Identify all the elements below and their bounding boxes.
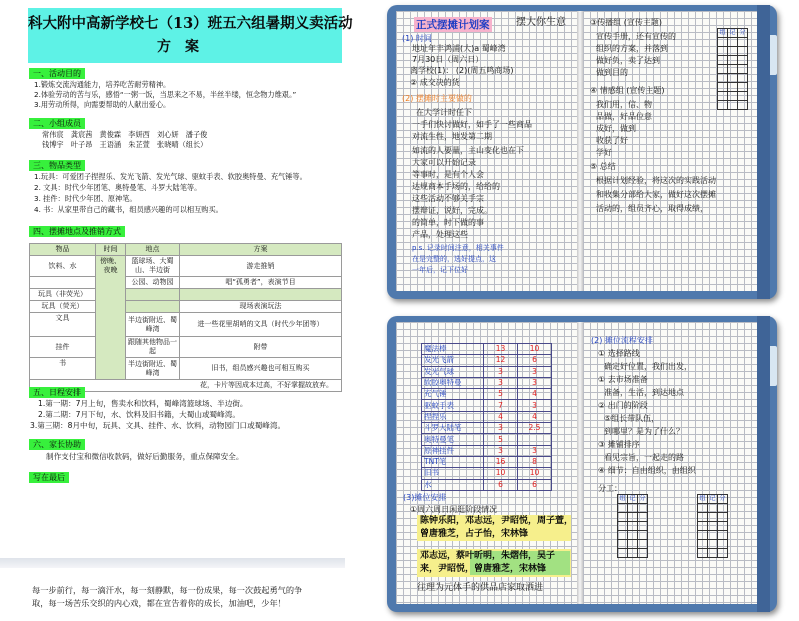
table-cell: 附带 bbox=[180, 337, 342, 358]
hw-line: 地址年丰鸿浦(大)a 蜀峰湾 bbox=[412, 44, 506, 53]
item-type-line: 4. 书：从家里带自己的藏书，组员感兴趣的可以相互购买。 bbox=[34, 205, 223, 214]
section-heading-purpose: 一、活动目的 bbox=[29, 68, 85, 79]
hw-line: p.s. 记录时间注意，相关事件 bbox=[412, 244, 504, 252]
table-row bbox=[422, 479, 552, 490]
table-cell: 充气锤 bbox=[422, 389, 484, 400]
table-cell: 10 bbox=[518, 344, 552, 355]
table-cell: 发光气球 bbox=[422, 366, 484, 377]
table-row bbox=[422, 445, 552, 456]
title-line-1: 科大附中高新学校七（13）班五六组暑期义卖活动 bbox=[28, 15, 353, 32]
score-grid-header: 组 bbox=[619, 495, 626, 502]
table-header-cell: 物品 bbox=[30, 244, 96, 256]
table-row bbox=[30, 337, 342, 358]
hw-line: 产品，处理这些 bbox=[412, 230, 468, 239]
table-cell: 玩具（荧光） bbox=[30, 301, 96, 313]
table-row bbox=[422, 377, 552, 388]
notebook-strap bbox=[757, 5, 770, 299]
table-cell: 8 bbox=[518, 456, 552, 467]
table-cell: 游走推销 bbox=[180, 256, 342, 277]
table-cell: 魔法棒 bbox=[422, 344, 484, 355]
hw-line: (1) 时间 bbox=[402, 34, 432, 43]
table-row bbox=[422, 434, 552, 445]
notebook-strap bbox=[757, 316, 770, 612]
items-table bbox=[29, 243, 342, 392]
document-page bbox=[0, 0, 353, 621]
notebook-spine bbox=[577, 11, 583, 291]
table-note: 花，卡片等因成本过高，不好掌握故放弃。 bbox=[30, 380, 342, 392]
table-cell: 3 bbox=[518, 366, 552, 377]
score-grid-header: 分 bbox=[719, 495, 726, 502]
stock-table bbox=[421, 343, 552, 491]
table-cell: 文具 bbox=[30, 313, 96, 337]
hw-line: 收获了好 bbox=[596, 136, 628, 145]
hw-line: ① 选择路线 bbox=[598, 349, 640, 358]
table-header-row bbox=[30, 244, 342, 256]
table-cell: 3 bbox=[518, 445, 552, 456]
hw-line: 如流的人要量，主山变化也在下 bbox=[412, 146, 524, 155]
score-grid-header: 记 bbox=[709, 495, 716, 502]
table-cell: 捏捏乐 bbox=[422, 411, 484, 422]
hw-line: 分工： bbox=[598, 484, 622, 493]
score-grid-header: 分 bbox=[639, 495, 646, 502]
hw-line: 7月30日（周六日） bbox=[412, 55, 484, 64]
table-row bbox=[422, 423, 552, 434]
title-line-2: 方案 bbox=[157, 39, 213, 55]
schedule-line: 3.第三期：8月中旬，玩具、文具、挂件、水、饮料，动物园门口或蜀峰湾。 bbox=[30, 421, 286, 430]
table-cell bbox=[30, 277, 96, 289]
table-row bbox=[30, 256, 342, 277]
hw-line: 离学校(1)： (2)(周五鸣商场) bbox=[410, 66, 514, 75]
table-row bbox=[422, 366, 552, 377]
hw-line: 摆辩证，说好，完成。 bbox=[412, 206, 492, 215]
section-heading-schedule: 五、日程安排 bbox=[29, 387, 85, 398]
score-grid-bottom-b bbox=[697, 494, 728, 558]
schedule-line: 1.第一期：7月上旬，售卖水和饮料，蜀峰湾篮球场、半边街。 bbox=[38, 399, 248, 408]
table-cell: TNT笔 bbox=[422, 456, 484, 467]
table-cell: 3 bbox=[518, 400, 552, 411]
table-cell: 旧书 bbox=[422, 468, 484, 479]
hw-line: 到哪里？是为了什么？ bbox=[604, 427, 684, 436]
document-title bbox=[28, 8, 353, 63]
names-group-2-line: 邓志远，蔡叶昕明，朱熠伟，吴子 bbox=[420, 551, 556, 561]
table-cell: 3 bbox=[484, 366, 518, 377]
score-grid-header: 记 bbox=[629, 495, 636, 502]
score-grid-top bbox=[717, 28, 748, 110]
table-cell: 2.5 bbox=[518, 423, 552, 434]
table-cell: 公园、动物园 bbox=[126, 277, 180, 289]
hw-line: 品做，好品位意 bbox=[596, 112, 652, 121]
hw-line: 做到目的 bbox=[596, 68, 628, 77]
table-cell: 饮料、水 bbox=[30, 256, 96, 277]
footer-line: 取，每一场苦乐交织的内心戏，都在宣告着你的成长，加油吧，少年！ bbox=[32, 598, 286, 608]
hw-line: 和收集分部给大家，做好这次摆摊 bbox=[596, 190, 716, 199]
table-row bbox=[422, 389, 552, 400]
table-cell: 4 bbox=[518, 411, 552, 422]
table-cell bbox=[126, 289, 180, 301]
hw-line: 确定好位置，我们出发， bbox=[604, 362, 692, 371]
hw-line: ⑤ 总结 bbox=[590, 162, 616, 171]
table-row bbox=[30, 277, 342, 289]
names-group-1-line: 陈钟乐阳，邓志远，尹昭悦，周子萱， bbox=[420, 516, 574, 526]
section-heading-closing: 写在最后 bbox=[29, 472, 69, 483]
hw-line: ③传播组 (宣传主题) bbox=[590, 18, 662, 27]
table-cell: 原神挂件 bbox=[422, 445, 484, 456]
table-row bbox=[422, 411, 552, 422]
table-header-cell: 地点 bbox=[126, 244, 180, 256]
table-cell: 进一些花里胡哨的文具（时代少年团等） bbox=[180, 313, 342, 337]
table-row bbox=[30, 358, 342, 380]
hw-line: 我们用，信、物 bbox=[596, 100, 652, 109]
names-group-1-line: 曾唐雅芝，占子怡，宋林锋 bbox=[420, 529, 529, 539]
hw-line: (2) 摆摊时主要做的 bbox=[402, 94, 472, 103]
names-group-2-line: 来，尹昭悦，曾唐雅芝，宋林锋 bbox=[420, 564, 547, 574]
item-type-line: 1.玩具：可爱团子捏捏乐、发光飞箭、发光气球、驱蚊手表、软胶奥特曼、充气锤等。 bbox=[34, 172, 307, 181]
table-header-cell: 方案 bbox=[180, 244, 342, 256]
hw-line: ①周六周日闲逛阶段情况 bbox=[410, 505, 498, 514]
section-heading-parents: 六、家长协助 bbox=[29, 439, 85, 450]
purpose-line: 3.用劳动所得，向需要帮助的人献出爱心。 bbox=[34, 100, 171, 109]
table-cell: 10 bbox=[484, 468, 518, 479]
table-cell: 发光飞箭 bbox=[422, 355, 484, 366]
table-cell: 斗罗大陆笔 bbox=[422, 423, 484, 434]
item-type-line: 3. 挂件：时代少年团、原神笔。 bbox=[34, 194, 137, 203]
hw-line: 对流生性，地发第二期 bbox=[412, 132, 492, 141]
table-cell bbox=[126, 301, 180, 313]
hw-line: 在大学计时任下 bbox=[416, 108, 472, 117]
score-grid-header: 分 bbox=[739, 29, 746, 36]
table-cell: 现场表演玩法 bbox=[180, 301, 342, 313]
table-row bbox=[422, 456, 552, 467]
hw-line: 一手们快讨做好，如手了一些商品 bbox=[412, 120, 532, 129]
table-cell: 旧书，组员感兴趣也可相互购买 bbox=[180, 358, 342, 380]
table-cell: 唱“孤勇者”，表演节目 bbox=[180, 277, 342, 289]
table-cell: 4 bbox=[484, 411, 518, 422]
purpose-line: 2.体验劳动的苦与乐，感悟“一粥一饭，当思来之不易，半丝半缕，恒念物力维艰。” bbox=[34, 90, 297, 99]
purpose-line: 1.锻炼交流沟通能力，培养吃苦耐劳精神。 bbox=[34, 80, 171, 89]
hw-line: ⑤组长带队伍， bbox=[604, 414, 660, 423]
hw-line: 在是完整的，选好提点，这 bbox=[412, 255, 496, 263]
footer-line: 每一步前行，每一滴汗水，每一刻静默，每一份成果，每一次鼓起勇气的争 bbox=[32, 585, 303, 595]
table-row bbox=[30, 313, 342, 337]
table-cell: 6 bbox=[518, 479, 552, 490]
schedule-line: 2.第二期：7月下旬，水、饮料及旧书籍，大蜀山或蜀峰湾。 bbox=[38, 410, 240, 419]
score-grid-header: 记 bbox=[729, 29, 736, 36]
table-cell bbox=[180, 289, 342, 301]
members-line: 钱博宇 叶子昂 王语涵 朱芷萱 张晓晴（组长） bbox=[42, 140, 208, 149]
score-grid-header: 组 bbox=[699, 495, 706, 502]
section-heading-locations: 四、摆摊地点及推销方式 bbox=[29, 226, 125, 237]
hw-line: (2) 摊位流程安排 bbox=[591, 336, 653, 345]
hw-line: 大家可以开始记录 bbox=[412, 158, 476, 167]
hw-line: ④ 情感组 (宣传主题) bbox=[590, 86, 665, 95]
hw-line: 看见宗旨，一起走的路 bbox=[604, 453, 684, 462]
score-grid-header: 组 bbox=[719, 29, 726, 36]
table-cell: 半边街附近、蜀峰湾 bbox=[126, 313, 180, 337]
hw-line: ② 出门的阶段 bbox=[598, 401, 648, 410]
table-cell: 跟随其他物品一起 bbox=[126, 337, 180, 358]
hw-line: 宣传手册，还有宣传的 bbox=[596, 32, 676, 41]
hw-line: 往理为元体手的供品店家取洒进 bbox=[417, 583, 544, 593]
hw-line: 一年后，记下位好 bbox=[412, 266, 468, 274]
table-cell: 16 bbox=[484, 456, 518, 467]
table-row bbox=[422, 344, 552, 355]
table-row bbox=[30, 301, 342, 313]
table-cell: 挂件 bbox=[30, 337, 96, 358]
hw-line: 做好负，卖了达到 bbox=[596, 56, 660, 65]
hw-line: ② 成交决的货 bbox=[410, 78, 460, 87]
table-cell: 6 bbox=[518, 355, 552, 366]
plan-title-right: 摆大你生意 bbox=[516, 17, 566, 28]
hw-line: ① 去市场准备 bbox=[598, 375, 648, 384]
parents-line: 制作支付宝和微信收款码，做好后勤服务，重点保障安全。 bbox=[46, 452, 244, 461]
table-row bbox=[422, 468, 552, 479]
table-cell: 7 bbox=[484, 400, 518, 411]
hw-line: 学好 bbox=[596, 148, 612, 157]
table-header-cell: 时间 bbox=[96, 244, 126, 256]
hw-line: ③ 摊铺排序 bbox=[598, 440, 640, 449]
section-heading-members: 二、小组成员 bbox=[29, 118, 85, 129]
table-cell: 3 bbox=[518, 377, 552, 388]
table-cell: 3 bbox=[484, 423, 518, 434]
table-cell: 水 bbox=[422, 479, 484, 490]
notebook-spine bbox=[577, 322, 583, 604]
table-cell: 篮球场、大蜀山、半边街 bbox=[126, 256, 180, 277]
hw-line: 活动的，组员齐心，取得成绩， bbox=[596, 204, 708, 213]
table-row bbox=[30, 289, 342, 301]
hw-line: 达规商本手场的，给给的 bbox=[412, 182, 500, 191]
table-cell: 3 bbox=[484, 445, 518, 456]
table-cell: 傍晚、夜晚 bbox=[96, 256, 126, 380]
table-cell: 12 bbox=[484, 355, 518, 366]
members-line: 常伟宸 龚宸茜 黄俊霖 李妍西 刘心妍 潘子俊 bbox=[42, 130, 208, 139]
hw-line: ④ 细节：自由组织，由组织 bbox=[598, 466, 696, 475]
section-heading-item-types: 三、物品类型 bbox=[29, 160, 85, 171]
table-row bbox=[422, 355, 552, 366]
table-cell: 10 bbox=[518, 468, 552, 479]
table-cell: 驱蚊手表 bbox=[422, 400, 484, 411]
hw-line: 成好，做到 bbox=[596, 124, 636, 133]
table-cell: 5 bbox=[484, 434, 518, 445]
table-cell: 13 bbox=[484, 344, 518, 355]
hw-line: (3)摊位安排 bbox=[403, 493, 447, 502]
hw-line: 根据计划经验，将这次的实践活动 bbox=[596, 176, 716, 185]
table-cell: 3 bbox=[484, 377, 518, 388]
table-cell: 5 bbox=[484, 389, 518, 400]
hw-line: 等事时，是有个人会 bbox=[412, 170, 484, 179]
table-cell bbox=[518, 434, 552, 445]
table-cell: 软胶奥特曼 bbox=[422, 377, 484, 388]
score-grid-bottom-a bbox=[617, 494, 648, 558]
hw-line: 准备，生活，到达地点 bbox=[604, 388, 684, 397]
table-cell: 奥特曼笔 bbox=[422, 434, 484, 445]
hw-line: 组织的方案，并落到 bbox=[596, 44, 668, 53]
table-cell: 4 bbox=[518, 389, 552, 400]
table-cell: 书 bbox=[30, 358, 96, 380]
table-cell: 半边街附近、蜀峰湾 bbox=[126, 358, 180, 380]
item-type-line: 2. 文具：时代少年团笔、奥特曼笔、斗罗大陆笔等。 bbox=[34, 183, 202, 192]
plan-title: 正式摆摊计划案 bbox=[416, 19, 490, 31]
table-cell: 玩具（非荧光） bbox=[30, 289, 96, 301]
footer-divider bbox=[0, 558, 345, 568]
table-row bbox=[422, 400, 552, 411]
table-cell: 6 bbox=[484, 479, 518, 490]
hw-line: 的简单，时下做的事 bbox=[412, 218, 484, 227]
hw-line: 这些活动不够关手宗 bbox=[412, 194, 484, 203]
